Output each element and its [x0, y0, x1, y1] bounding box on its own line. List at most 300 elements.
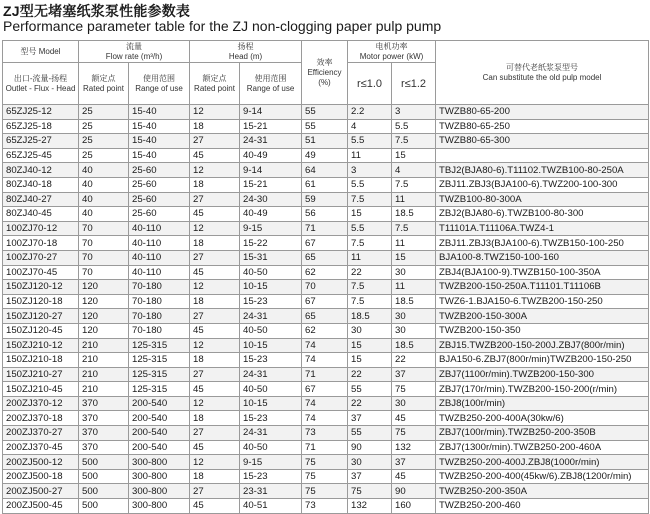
cell-model: 200ZJ370-18 [3, 411, 79, 426]
cell-model: 65ZJ25-12 [3, 105, 79, 120]
table-title-english: Performance parameter table for the ZJ non-clogging paper pulp pump [3, 18, 442, 34]
cell-head-range: 15-23 [240, 353, 302, 368]
cell-power-r10: 22 [348, 396, 392, 411]
cell-head-range: 24-31 [240, 309, 302, 324]
cell-head-range: 23-31 [240, 484, 302, 499]
cell-model: 65ZJ25-45 [3, 148, 79, 163]
cell-flow-range: 40-110 [129, 265, 190, 280]
cell-flow-rated: 25 [79, 148, 129, 163]
cell-efficiency: 67 [302, 294, 348, 309]
cell-model: 150ZJ120-45 [3, 323, 79, 338]
cell-flow-range: 15-40 [129, 105, 190, 120]
cell-substitute: ZBJ7(1300r/min).TWZB250-200-460A [436, 440, 649, 455]
cell-power-r10: 37 [348, 411, 392, 426]
cell-power-r10: 11 [348, 250, 392, 265]
cell-power-r10: 18.5 [348, 309, 392, 324]
cell-flow-rated: 500 [79, 469, 129, 484]
cell-head-rated: 27 [190, 426, 240, 441]
cell-efficiency: 71 [302, 367, 348, 382]
cell-flow-rated: 40 [79, 192, 129, 207]
cell-efficiency: 74 [302, 411, 348, 426]
cell-power-r10: 22 [348, 367, 392, 382]
cell-substitute: TWZB200-150-350 [436, 323, 649, 338]
cell-power-r12: 37 [392, 367, 436, 382]
cell-power-r10: 7.5 [348, 280, 392, 295]
cell-power-r12: 7.5 [392, 134, 436, 149]
performance-table [2, 40, 649, 514]
cell-model: 150ZJ210-12 [3, 338, 79, 353]
cell-model: 65ZJ25-18 [3, 119, 79, 134]
cell-substitute: ZBJ8(100r/min) [436, 396, 649, 411]
cell-power-r12: 11 [392, 280, 436, 295]
table-row [3, 280, 649, 295]
cell-substitute: TWZB250-200-350A [436, 484, 649, 499]
cell-model: 100ZJ70-27 [3, 250, 79, 265]
cell-head-rated: 27 [190, 250, 240, 265]
cell-power-r10: 30 [348, 455, 392, 470]
table-row [3, 294, 649, 309]
cell-head-range: 15-21 [240, 119, 302, 134]
cell-power-r12: 75 [392, 426, 436, 441]
cell-model: 150ZJ120-27 [3, 309, 79, 324]
cell-head-range: 40-49 [240, 148, 302, 163]
table-row [3, 192, 649, 207]
cell-substitute: TWZB250-200-400J.ZBJ8(1000r/min) [436, 455, 649, 470]
cell-head-range: 24-30 [240, 192, 302, 207]
cell-flow-rated: 25 [79, 105, 129, 120]
cell-power-r10: 75 [348, 484, 392, 499]
cell-flow-range: 200-540 [129, 396, 190, 411]
cell-head-range: 10-15 [240, 396, 302, 411]
cell-head-range: 9-15 [240, 221, 302, 236]
cell-power-r10: 5.5 [348, 177, 392, 192]
cell-flow-range: 40-110 [129, 250, 190, 265]
cell-substitute: ZBJ15.TWZB200-150-200J.ZBJ7(800r/min) [436, 338, 649, 353]
table-row [3, 455, 649, 470]
cell-power-r12: 75 [392, 382, 436, 397]
cell-substitute: T11101A.T11106A.TWZ4-1 [436, 221, 649, 236]
cell-substitute [436, 148, 649, 163]
table-row [3, 265, 649, 280]
cell-model: 150ZJ210-18 [3, 353, 79, 368]
cell-flow-range: 40-110 [129, 236, 190, 251]
cell-flow-range: 300-800 [129, 469, 190, 484]
header-head-rated-label: 额定点 Rated point [194, 73, 235, 93]
cell-power-r12: 4 [392, 163, 436, 178]
header-r-le-1-0: r≤1.0 [348, 63, 392, 105]
header-flow-range [129, 63, 190, 105]
cell-head-range: 15-21 [240, 177, 302, 192]
cell-power-r12: 18.5 [392, 338, 436, 353]
table-row [3, 499, 649, 514]
cell-efficiency: 70 [302, 280, 348, 295]
cell-efficiency: 75 [302, 484, 348, 499]
table-row [3, 105, 649, 120]
cell-power-r12: 18.5 [392, 207, 436, 222]
cell-head-range: 9-14 [240, 163, 302, 178]
header-head-rated [190, 63, 240, 105]
cell-flow-rated: 70 [79, 221, 129, 236]
cell-efficiency: 62 [302, 323, 348, 338]
cell-flow-range: 15-40 [129, 148, 190, 163]
cell-flow-rated: 210 [79, 353, 129, 368]
cell-head-rated: 18 [190, 119, 240, 134]
table-row [3, 221, 649, 236]
cell-power-r10: 15 [348, 353, 392, 368]
cell-power-r12: 30 [392, 309, 436, 324]
cell-power-r10: 30 [348, 323, 392, 338]
cell-power-r10: 11 [348, 148, 392, 163]
cell-flow-range: 125-315 [129, 338, 190, 353]
header-head [190, 41, 302, 63]
cell-flow-rated: 500 [79, 484, 129, 499]
header-motor-power-label: 电机功率 Motor power (kW) [359, 41, 424, 61]
cell-flow-range: 300-800 [129, 455, 190, 470]
header-model: 型号 Model [3, 41, 79, 63]
cell-substitute: TWZB250-200-460 [436, 499, 649, 514]
cell-flow-rated: 70 [79, 265, 129, 280]
cell-model: 200ZJ370-27 [3, 426, 79, 441]
cell-power-r12: 90 [392, 484, 436, 499]
header-flow-range-label: 使用范围 Range of use [135, 73, 183, 93]
cell-substitute: TWZB250-200-400A(30kw/6) [436, 411, 649, 426]
cell-efficiency: 64 [302, 163, 348, 178]
cell-head-rated: 45 [190, 148, 240, 163]
header-efficiency [302, 41, 348, 105]
cell-head-rated: 45 [190, 265, 240, 280]
header-efficiency-label: 效率 Efficiency (%) [307, 57, 342, 87]
cell-efficiency: 62 [302, 265, 348, 280]
header-substitute-label: 可替代老纸浆泵型号 Can substitute the old pulp model [482, 62, 602, 82]
cell-flow-rated: 120 [79, 309, 129, 324]
table-row [3, 163, 649, 178]
cell-power-r10: 5.5 [348, 134, 392, 149]
cell-substitute: TWZB200-150-300A [436, 309, 649, 324]
cell-substitute: BJA100-8.TWZ150-100-160 [436, 250, 649, 265]
header-flow-rate-label: 流量 Flow rate (m³/h) [105, 41, 163, 61]
cell-power-r12: 7.5 [392, 221, 436, 236]
table-row [3, 250, 649, 265]
cell-power-r10: 4 [348, 119, 392, 134]
cell-flow-range: 40-110 [129, 221, 190, 236]
cell-efficiency: 71 [302, 221, 348, 236]
table-body [3, 105, 649, 514]
cell-flow-range: 125-315 [129, 382, 190, 397]
cell-power-r10: 15 [348, 338, 392, 353]
cell-flow-rated: 500 [79, 499, 129, 514]
cell-head-rated: 45 [190, 323, 240, 338]
table-title-chinese: ZJ型无堵塞纸浆泵性能参数表 [3, 3, 191, 19]
cell-efficiency: 67 [302, 382, 348, 397]
cell-power-r12: 45 [392, 469, 436, 484]
cell-efficiency: 67 [302, 236, 348, 251]
table-row [3, 367, 649, 382]
cell-flow-rated: 40 [79, 177, 129, 192]
cell-power-r12: 30 [392, 323, 436, 338]
cell-flow-rated: 40 [79, 207, 129, 222]
table-row [3, 396, 649, 411]
cell-substitute: ZBJ7(100r/min).TWZB250-200-350B [436, 426, 649, 441]
cell-power-r12: 30 [392, 265, 436, 280]
cell-efficiency: 73 [302, 499, 348, 514]
cell-head-range: 24-31 [240, 134, 302, 149]
cell-flow-rated: 210 [79, 382, 129, 397]
cell-efficiency: 75 [302, 469, 348, 484]
cell-model: 200ZJ500-27 [3, 484, 79, 499]
cell-power-r10: 90 [348, 440, 392, 455]
cell-power-r12: 5.5 [392, 119, 436, 134]
cell-flow-range: 15-40 [129, 134, 190, 149]
cell-head-rated: 18 [190, 353, 240, 368]
cell-head-range: 15-23 [240, 411, 302, 426]
cell-flow-range: 70-180 [129, 309, 190, 324]
cell-model: 150ZJ120-18 [3, 294, 79, 309]
cell-model: 150ZJ210-27 [3, 367, 79, 382]
cell-head-rated: 18 [190, 469, 240, 484]
cell-flow-range: 25-60 [129, 192, 190, 207]
cell-flow-range: 70-180 [129, 294, 190, 309]
cell-efficiency: 75 [302, 455, 348, 470]
cell-flow-range: 70-180 [129, 280, 190, 295]
cell-model: 80ZJ40-12 [3, 163, 79, 178]
cell-head-rated: 12 [190, 221, 240, 236]
table-row [3, 134, 649, 149]
cell-head-rated: 12 [190, 455, 240, 470]
cell-model: 100ZJ70-12 [3, 221, 79, 236]
cell-substitute: TWZ6-1.BJA150-6.TWZB200-150-250 [436, 294, 649, 309]
cell-power-r10: 55 [348, 426, 392, 441]
cell-model: 80ZJ40-45 [3, 207, 79, 222]
cell-head-range: 9-14 [240, 105, 302, 120]
cell-model: 100ZJ70-45 [3, 265, 79, 280]
cell-power-r10: 2.2 [348, 105, 392, 120]
table-row [3, 426, 649, 441]
table-row [3, 484, 649, 499]
cell-model: 150ZJ210-45 [3, 382, 79, 397]
cell-efficiency: 73 [302, 426, 348, 441]
cell-flow-range: 25-60 [129, 207, 190, 222]
cell-substitute: TBJ2(BJA80-6).T11102.TWZB100-80-250A [436, 163, 649, 178]
cell-head-range: 15-23 [240, 469, 302, 484]
cell-flow-rated: 120 [79, 280, 129, 295]
header-head-range-label: 使用范围 Range of use [246, 73, 295, 93]
table-row [3, 309, 649, 324]
cell-head-range: 24-31 [240, 426, 302, 441]
cell-efficiency: 74 [302, 338, 348, 353]
cell-flow-range: 125-315 [129, 367, 190, 382]
cell-substitute: BJA150-6.ZBJ7(800r/min)TWZB200-150-250 [436, 353, 649, 368]
cell-substitute: TWZB80-65-300 [436, 134, 649, 149]
cell-head-range: 10-15 [240, 280, 302, 295]
cell-flow-rated: 40 [79, 163, 129, 178]
cell-head-range: 40-51 [240, 499, 302, 514]
cell-flow-range: 15-40 [129, 119, 190, 134]
header-flow-rated [79, 63, 129, 105]
table-row [3, 119, 649, 134]
header-substitute [436, 41, 649, 105]
cell-power-r10: 7.5 [348, 236, 392, 251]
table-row [3, 323, 649, 338]
cell-head-rated: 45 [190, 499, 240, 514]
cell-head-range: 40-50 [240, 440, 302, 455]
cell-substitute: ZBJ7(1100r/min).TWZB200-150-300 [436, 367, 649, 382]
cell-substitute: ZBJ2(BJA80-6).TWZB100-80-300 [436, 207, 649, 222]
cell-flow-range: 300-800 [129, 499, 190, 514]
cell-flow-range: 25-60 [129, 163, 190, 178]
cell-power-r12: 18.5 [392, 294, 436, 309]
table-row [3, 338, 649, 353]
header-head-label: 扬程 Head (m) [228, 41, 263, 61]
cell-flow-rated: 120 [79, 323, 129, 338]
cell-flow-rated: 370 [79, 440, 129, 455]
table-row [3, 236, 649, 251]
cell-substitute: ZBJ11.ZBJ3(BJA100-6).TWZB150-100-250 [436, 236, 649, 251]
header-head-range [240, 63, 302, 105]
cell-flow-rated: 370 [79, 411, 129, 426]
cell-head-range: 40-49 [240, 207, 302, 222]
cell-model: 80ZJ40-18 [3, 177, 79, 192]
cell-flow-rated: 70 [79, 236, 129, 251]
cell-head-range: 9-15 [240, 455, 302, 470]
cell-head-rated: 12 [190, 280, 240, 295]
cell-head-range: 40-50 [240, 323, 302, 338]
cell-head-range: 24-31 [240, 367, 302, 382]
cell-head-rated: 45 [190, 440, 240, 455]
header-outlet [3, 63, 79, 105]
cell-flow-range: 25-60 [129, 177, 190, 192]
header-r-le-1-2: r≤1.2 [392, 63, 436, 105]
cell-substitute: ZBJ11.ZBJ3(BJA100-6).TWZ200-100-300 [436, 177, 649, 192]
cell-power-r12: 45 [392, 411, 436, 426]
cell-substitute: ZBJ4(BJA100-9).TWZB150-100-350A [436, 265, 649, 280]
cell-power-r10: 132 [348, 499, 392, 514]
cell-model: 200ZJ370-12 [3, 396, 79, 411]
cell-substitute: TWZB100-80-300A [436, 192, 649, 207]
cell-flow-range: 70-180 [129, 323, 190, 338]
cell-head-rated: 18 [190, 177, 240, 192]
cell-power-r10: 3 [348, 163, 392, 178]
cell-power-r12: 37 [392, 455, 436, 470]
table-row [3, 382, 649, 397]
cell-head-range: 15-31 [240, 250, 302, 265]
cell-head-range: 15-22 [240, 236, 302, 251]
cell-efficiency: 56 [302, 207, 348, 222]
cell-flow-range: 300-800 [129, 484, 190, 499]
cell-head-rated: 27 [190, 309, 240, 324]
cell-efficiency: 74 [302, 353, 348, 368]
cell-head-rated: 27 [190, 367, 240, 382]
cell-power-r12: 7.5 [392, 177, 436, 192]
cell-flow-range: 200-540 [129, 411, 190, 426]
cell-flow-rated: 25 [79, 119, 129, 134]
cell-head-rated: 45 [190, 382, 240, 397]
cell-flow-range: 125-315 [129, 353, 190, 368]
cell-power-r12: 3 [392, 105, 436, 120]
cell-power-r10: 15 [348, 207, 392, 222]
cell-model: 150ZJ120-12 [3, 280, 79, 295]
cell-model: 200ZJ500-12 [3, 455, 79, 470]
cell-power-r12: 15 [392, 148, 436, 163]
header-motor-power [348, 41, 436, 63]
cell-substitute: TWZB250-200-400(45kw/6).ZBJ8(1200r/min) [436, 469, 649, 484]
cell-model: 200ZJ370-45 [3, 440, 79, 455]
cell-head-rated: 12 [190, 105, 240, 120]
table-row [3, 469, 649, 484]
cell-power-r10: 7.5 [348, 192, 392, 207]
header-outlet-label: 出口-流量-扬程 Outlet - Flux - Head [5, 73, 76, 93]
cell-power-r12: 11 [392, 192, 436, 207]
cell-flow-rated: 210 [79, 338, 129, 353]
cell-head-rated: 12 [190, 396, 240, 411]
table-row [3, 148, 649, 163]
cell-head-rated: 12 [190, 163, 240, 178]
cell-efficiency: 74 [302, 396, 348, 411]
cell-substitute: ZBJ7(170r/min).TWZB200-150-200(r/min) [436, 382, 649, 397]
cell-power-r12: 30 [392, 396, 436, 411]
cell-head-rated: 45 [190, 207, 240, 222]
table-row [3, 440, 649, 455]
cell-efficiency: 55 [302, 119, 348, 134]
cell-head-rated: 27 [190, 134, 240, 149]
cell-head-range: 15-23 [240, 294, 302, 309]
cell-efficiency: 71 [302, 440, 348, 455]
cell-head-range: 40-50 [240, 265, 302, 280]
cell-efficiency: 61 [302, 177, 348, 192]
cell-model: 200ZJ500-45 [3, 499, 79, 514]
cell-power-r12: 160 [392, 499, 436, 514]
cell-model: 100ZJ70-18 [3, 236, 79, 251]
cell-power-r10: 55 [348, 382, 392, 397]
table-row [3, 177, 649, 192]
cell-head-rated: 18 [190, 411, 240, 426]
header-flow-rate [79, 41, 190, 63]
cell-power-r12: 11 [392, 236, 436, 251]
cell-flow-rated: 70 [79, 250, 129, 265]
cell-model: 65ZJ25-27 [3, 134, 79, 149]
cell-efficiency: 51 [302, 134, 348, 149]
cell-flow-rated: 500 [79, 455, 129, 470]
cell-power-r10: 5.5 [348, 221, 392, 236]
cell-power-r12: 15 [392, 250, 436, 265]
cell-head-rated: 27 [190, 484, 240, 499]
cell-flow-range: 200-540 [129, 426, 190, 441]
cell-efficiency: 65 [302, 309, 348, 324]
cell-head-rated: 18 [190, 236, 240, 251]
header-flow-rated-label: 额定点 Rated point [83, 73, 124, 93]
cell-flow-rated: 210 [79, 367, 129, 382]
cell-head-rated: 27 [190, 192, 240, 207]
cell-power-r12: 22 [392, 353, 436, 368]
cell-head-range: 10-15 [240, 338, 302, 353]
table-row [3, 207, 649, 222]
cell-substitute: TWZB200-150-250A.T11101.T11106B [436, 280, 649, 295]
cell-head-range: 40-50 [240, 382, 302, 397]
cell-substitute: TWZB80-65-250 [436, 119, 649, 134]
cell-power-r10: 7.5 [348, 294, 392, 309]
table-row [3, 411, 649, 426]
cell-flow-range: 200-540 [129, 440, 190, 455]
table-row [3, 353, 649, 368]
cell-efficiency: 49 [302, 148, 348, 163]
cell-head-rated: 12 [190, 338, 240, 353]
cell-flow-rated: 370 [79, 396, 129, 411]
cell-model: 80ZJ40-27 [3, 192, 79, 207]
cell-flow-rated: 120 [79, 294, 129, 309]
cell-efficiency: 55 [302, 105, 348, 120]
cell-power-r10: 37 [348, 469, 392, 484]
cell-efficiency: 59 [302, 192, 348, 207]
cell-power-r12: 132 [392, 440, 436, 455]
